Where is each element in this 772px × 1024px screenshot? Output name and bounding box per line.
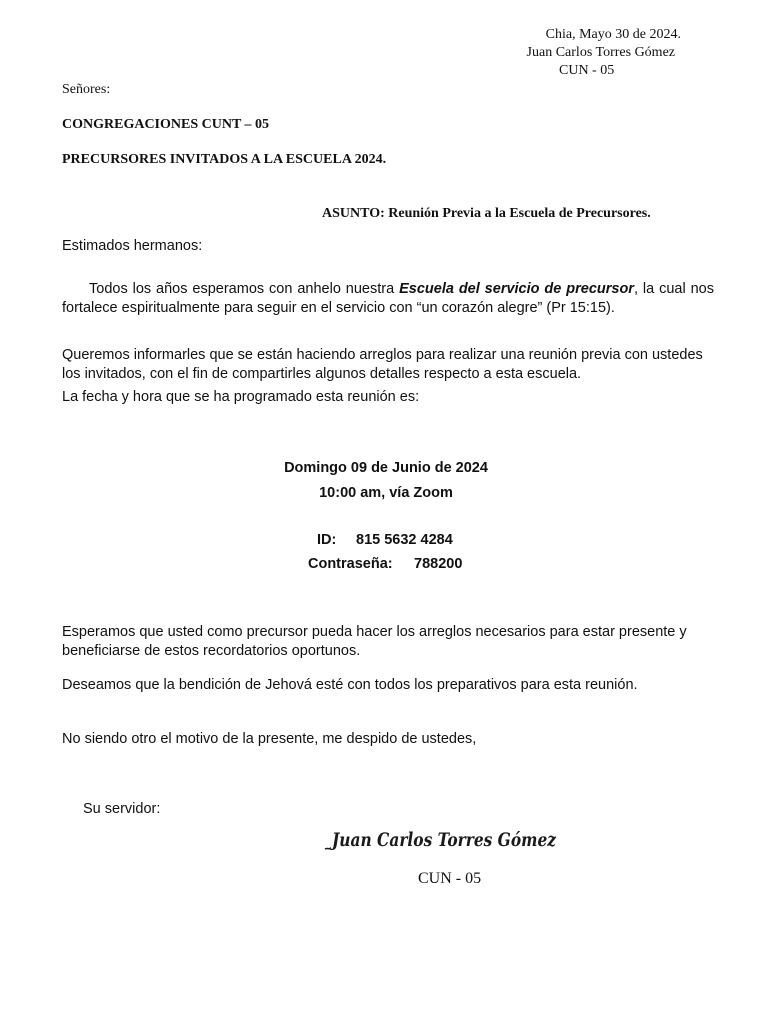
hope-paragraph: [62, 623, 714, 661]
date-intro-paragraph: La fecha y hora que se ha programado esta reunión es:: [62, 389, 420, 405]
intro-text-after: , la cual nos fortalece espiritualmente para seguir en el servicio con “un corazón alegre” (Pr 15:15).: [62, 281, 714, 316]
subject-line: ASUNTO: Reunión Previa a la Escuela de Precursores.: [322, 206, 651, 221]
meeting-id-label: ID:: [317, 532, 337, 548]
signature-flourish: [325, 849, 330, 850]
meeting-password-value[interactable]: 788200: [414, 556, 463, 572]
signoff-label: Su servidor:: [83, 801, 161, 817]
meeting-paragraph: [62, 346, 714, 384]
blessing-paragraph: Deseamos que la bendición de Jehová esté con todos los preparativos para esta reunión.: [62, 677, 638, 693]
recipient-line-1: CONGREGACIONES CUNT – 05: [62, 117, 270, 132]
closing-paragraph: No siendo otro el motivo de la presente, me despido de ustedes,: [62, 731, 477, 747]
sender-name: Juan Carlos Torres Gómez: [526, 45, 675, 60]
intro-text-before: Todos los años esperamos con anhelo nuestra: [89, 281, 400, 297]
sender-unit: CUN - 05: [559, 63, 615, 78]
meeting-password-label: Contraseña:: [308, 556, 393, 572]
meeting-date: Domingo 09 de Junio de 2024: [284, 460, 488, 476]
meeting-id-value[interactable]: 815 5632 4284: [356, 532, 453, 548]
meeting-paragraph-text: Queremos informarles que se están haciendo arreglos para realizar una reunión previa con ustedes los invitados, con el fin de compartirles algunos detalles respecto a esta escuela.: [62, 347, 703, 382]
recipient-line-2: PRECURSORES INVITADOS A LA ESCUELA 2024.: [62, 152, 387, 167]
signature-graphic: [318, 818, 568, 858]
intro-paragraph: [62, 280, 714, 318]
salutation-label: Señores:: [62, 82, 111, 97]
greeting: Estimados hermanos:: [62, 238, 203, 254]
school-name-emphasis: Escuela del servicio de precursor: [399, 281, 634, 297]
signature-unit: CUN - 05: [418, 870, 482, 887]
hope-paragraph-text: Esperamos que usted como precursor pueda hacer los arreglos necesarios para estar presente y beneficiarse de estos recordatorios oportunos.: [62, 624, 687, 659]
signature-text: Juan Carlos Torres Gómez: [329, 829, 557, 851]
meeting-time: 10:00 am, vía Zoom: [319, 485, 453, 501]
place-date: Chia, Mayo 30 de 2024.: [545, 27, 681, 42]
